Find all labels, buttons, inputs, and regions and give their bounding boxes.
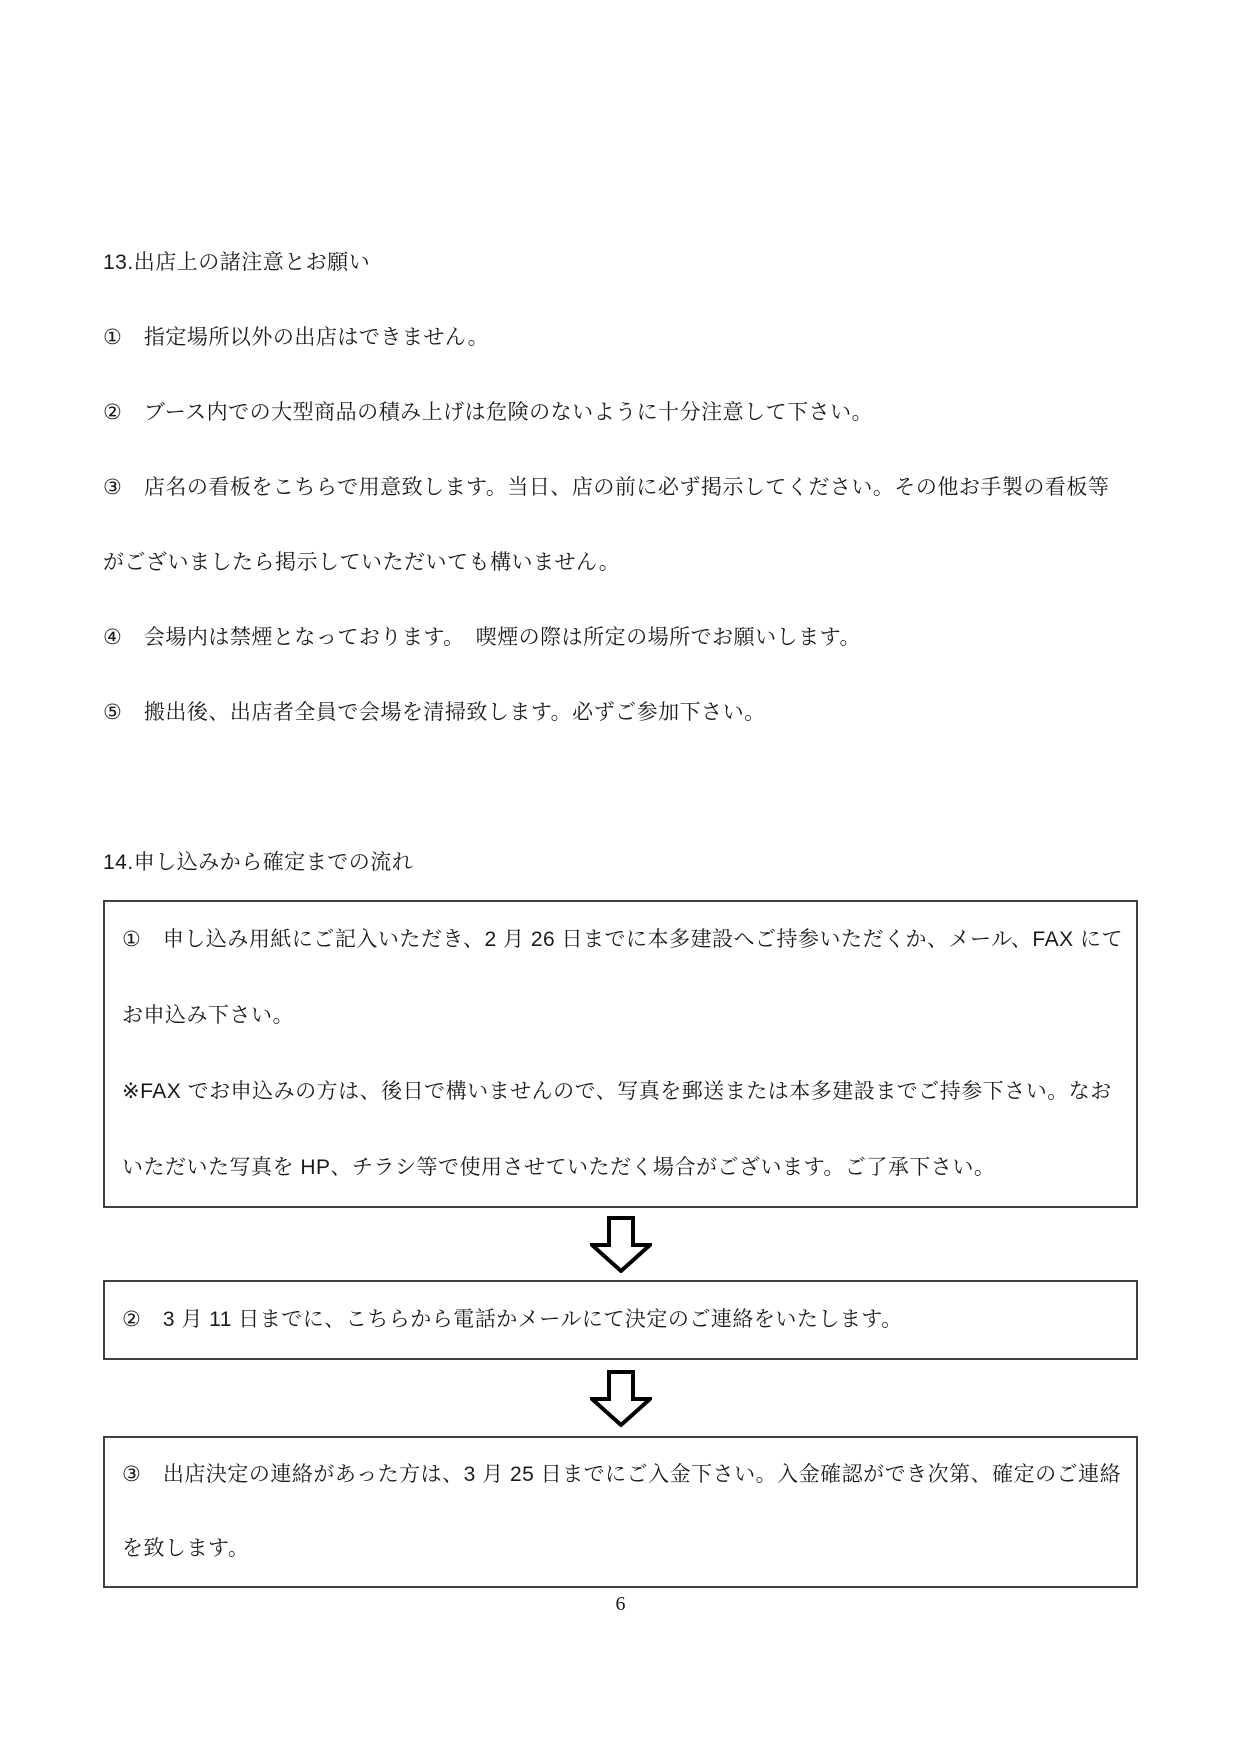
flow-step-3-line: を致します。: [122, 1537, 250, 1560]
document-body: [103, 0, 1138, 1620]
list-item: ③ 店名の看板をこちらで用意致します。当日、店の前に必ず掲示してください。その他お手製の看板等: [103, 476, 1110, 499]
flow-step-2-line: ② 3 月 11 日までに、こちらから電話かメールにて決定のご連絡をいたします。: [122, 1308, 903, 1331]
top-margin: [103, 0, 1138, 225]
list-item-wrap: がございましたら掲示していただいても構いません。: [103, 551, 621, 574]
paragraph-gap: [103, 750, 1138, 825]
list-item: ⑤ 搬出後、出店者全員で会場を清掃致します。必ずご参加下さい。: [103, 701, 766, 724]
list-item: ④ 会場内は禁煙となっております。 喫煙の際は所定の場所でお願いします。: [103, 626, 861, 649]
flow-step-1-line: いただいた写真を HP、チラシ等で使用させていただく場合がございます。ご了承下さい。: [122, 1156, 996, 1179]
flow-step-3-box: [103, 1436, 1138, 1588]
flow-connector: [103, 1208, 1138, 1280]
list-item: ② ブース内での大型商品の積み上げは危険のないように十分注意して下さい。: [103, 401, 874, 424]
section13-heading: 13.出店上の諸注意とお願い: [103, 251, 371, 274]
section14-heading: 14.申し込みから確定までの流れ: [103, 851, 414, 874]
list-item: ① 指定場所以外の出店はできません。: [103, 326, 490, 349]
flow-step-1-box: [103, 900, 1138, 1208]
down-arrow-icon: [590, 1216, 652, 1273]
page-number: 6: [615, 1593, 626, 1615]
flow-step-1-line: ① 申し込み用紙にご記入いただき、2 月 26 日までに本多建設へご持参いただくか、メール、FAX にて: [122, 928, 1123, 951]
down-arrow-icon: [590, 1370, 652, 1427]
flow-step-1-line: お申込み下さい。: [122, 1004, 294, 1027]
flow-step-1-line: ※FAX でお申込みの方は、後日で構いませんので、写真を郵送または本多建設までご持参下さい。なお: [122, 1080, 1112, 1103]
flow-connector: [103, 1360, 1138, 1436]
flow-step-3-line: ③ 出店決定の連絡があった方は、3 月 25 日までにご入金下さい。入金確認ができ次第、確定のご連絡: [122, 1463, 1122, 1486]
flow-step-2-box: [103, 1280, 1138, 1360]
